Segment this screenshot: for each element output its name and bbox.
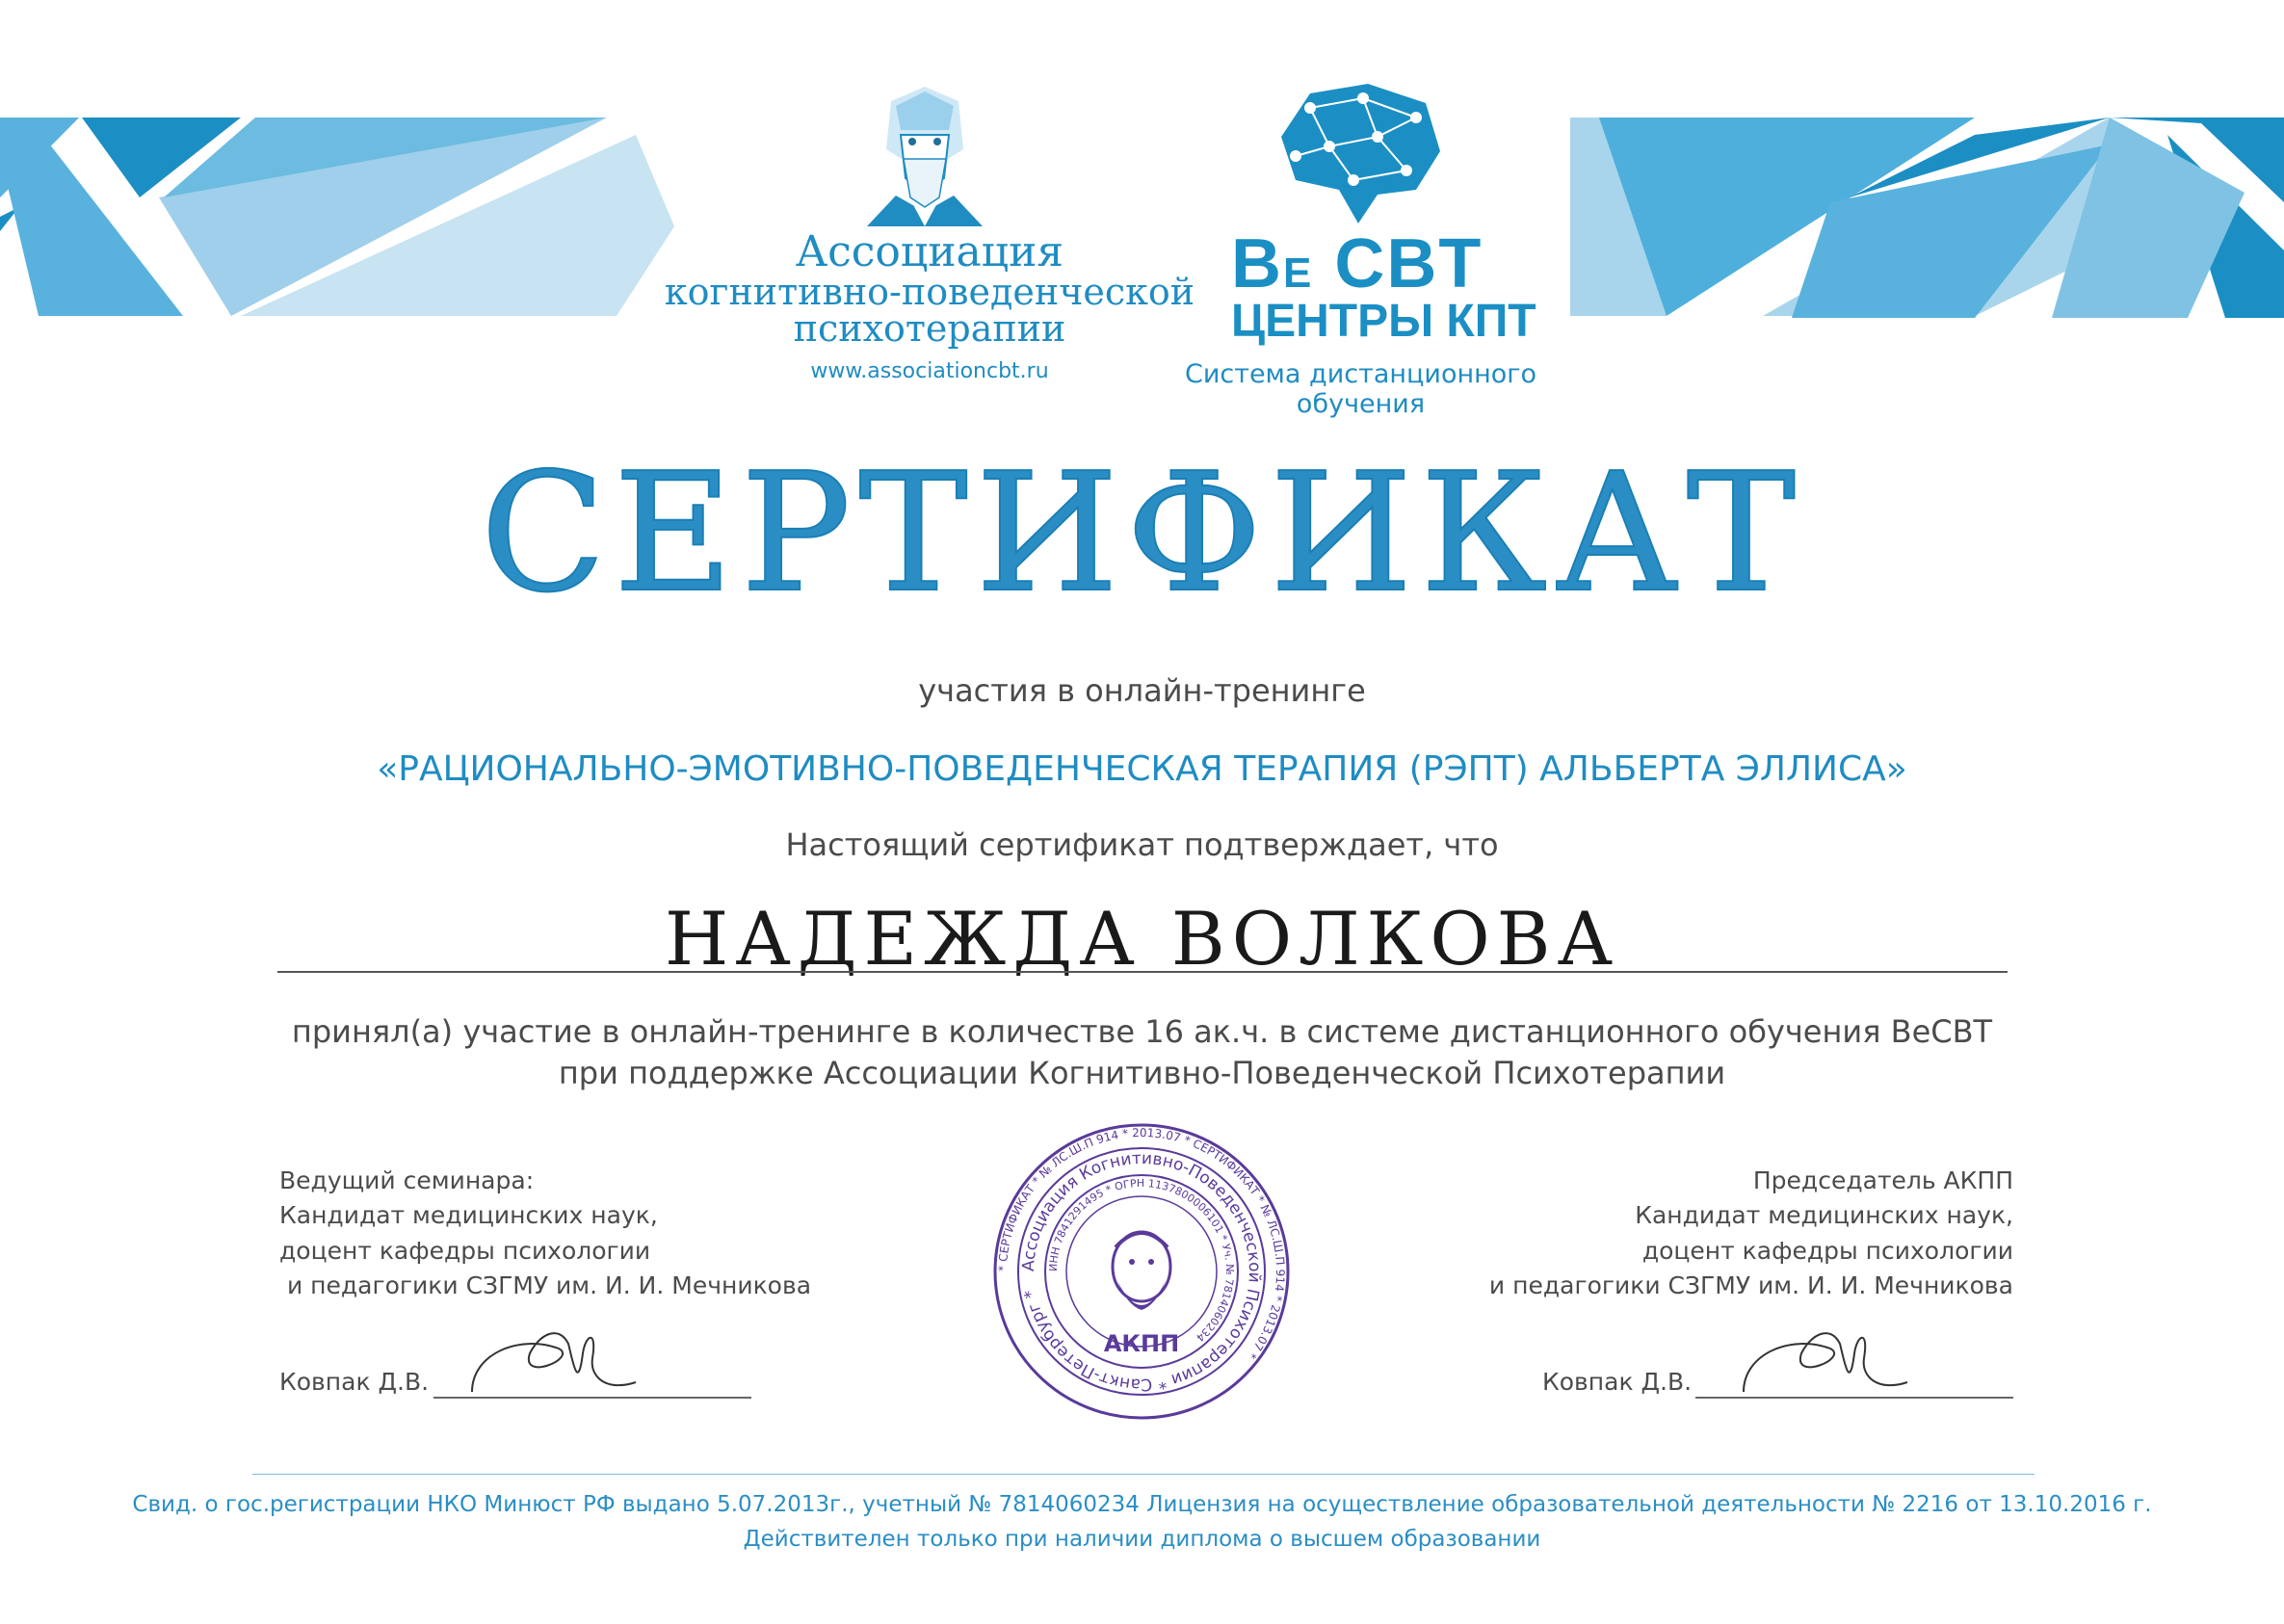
participation-text: [0, 1011, 2284, 1094]
stamp-center-label: АКПП: [1103, 1330, 1180, 1357]
course-title: «РАЦИОНАЛЬНО-ЭМОТИВНО-ПОВЕДЕНЧЕСКАЯ ТЕРАПИЯ (РЭПТ) АЛЬБЕРТА ЭЛЛИСА»: [377, 749, 1907, 789]
left-signatory-degree: Кандидат медицинских наук,: [279, 1201, 658, 1230]
left-signatory-position: доцент кафедры психологии: [279, 1236, 651, 1265]
becbt-letters-cbt: CBT: [1313, 225, 1483, 302]
confirmation-text: Настоящий сертификат подтверждает, что: [785, 826, 1499, 863]
right-signatory-role: Председатель АКПП: [1752, 1166, 2013, 1194]
stamp-inner-text: ИНН 7841291495 * ОГРН 1137800006101 * Уч. № 7814060234: [1046, 1176, 1237, 1345]
official-round-stamp: [992, 1122, 1291, 1421]
left-signatory-name: Ковпак Д.В.: [279, 1368, 430, 1396]
left-signatory-role: Ведущий семинара:: [279, 1166, 535, 1194]
becbt-centers-label: ЦЕНТРЫ КПТ: [1231, 296, 1536, 347]
becbt-logo-text: [1231, 225, 1536, 347]
footer-legal-text: [0, 1488, 2284, 1557]
certificate-title: СЕРТИФИКАТ: [480, 438, 1804, 629]
participation-line2: при поддержке Ассоциации Когнитивно-Поведенческой Психотерапии: [558, 1055, 1726, 1092]
association-name-line1: Ассоциация: [795, 227, 1064, 276]
stamp-outer-text: * СЕРТИФИКАТ * № ЛС.Ш.П 914 * 2013.07 * СЕРТИФИКАТ * № ЛС.Ш.П 914 * 2013.07 *: [995, 1125, 1288, 1362]
right-decorative-triangles: [1570, 0, 2284, 318]
becbt-letter-e: Е: [1283, 249, 1314, 297]
right-signatory-position: доцент кафедры психологии: [1641, 1236, 2013, 1265]
distance-learning-label: Система дистанционного обучения: [1184, 359, 1537, 419]
brain-network-logo: [1272, 79, 1445, 223]
footer-validity-line: Действителен только при наличии диплома о высшем образовании: [743, 1526, 1541, 1552]
association-name: [636, 227, 1223, 350]
association-name-line3: психотерапии: [793, 307, 1066, 350]
stamp-portrait-icon: [1113, 1232, 1170, 1310]
right-signatory-block: [1378, 1164, 2013, 1303]
association-name-line2: когнитивно-поведенческой: [664, 271, 1195, 313]
footer-registration-line: Свид. о гос.регистрации НКО Минюст РФ выдано 5.07.2013г., учетный № 7814060234 Лицензия на осуществление образовательной деятельности № 2216 от 13.10.2016 г.: [132, 1492, 2152, 1517]
participation-line1: принял(а) участие в онлайн-тренинге в количестве 16 ак.ч. в системе дистанционного обучения BeCBT: [291, 1013, 1993, 1050]
association-portrait-logo: [867, 82, 983, 226]
right-signatory-name: Ковпак Д.В.: [1542, 1368, 1693, 1396]
right-signatory-degree: Кандидат медицинских наук,: [1635, 1201, 2013, 1230]
association-url: www.associationcbt.ru: [810, 359, 1049, 383]
left-decorative-triangles: [0, 0, 674, 318]
footer-divider: [252, 1474, 2035, 1475]
left-signatory-block: [279, 1164, 819, 1303]
left-signatory-institution: и педагогики СЗГМУ им. И. И. Мечникова: [279, 1270, 812, 1299]
stamp-ring-text: Ассоциация Когнитивно-Поведенческой Психотерапии * Санкт-Петербург *: [1018, 1148, 1265, 1395]
certificate-subtitle: участия в онлайн-тренинге: [918, 672, 1366, 709]
becbt-letter-b: В: [1231, 225, 1283, 302]
right-signatory-institution: и педагогики СЗГМУ им. И. И. Мечникова: [1488, 1270, 2013, 1299]
right-handwritten-signature: [1734, 1315, 1927, 1401]
left-handwritten-signature: [462, 1315, 655, 1401]
name-underline: [277, 971, 2008, 973]
recipient-name: НАДЕЖДА ВОЛКОВА: [664, 896, 1620, 982]
